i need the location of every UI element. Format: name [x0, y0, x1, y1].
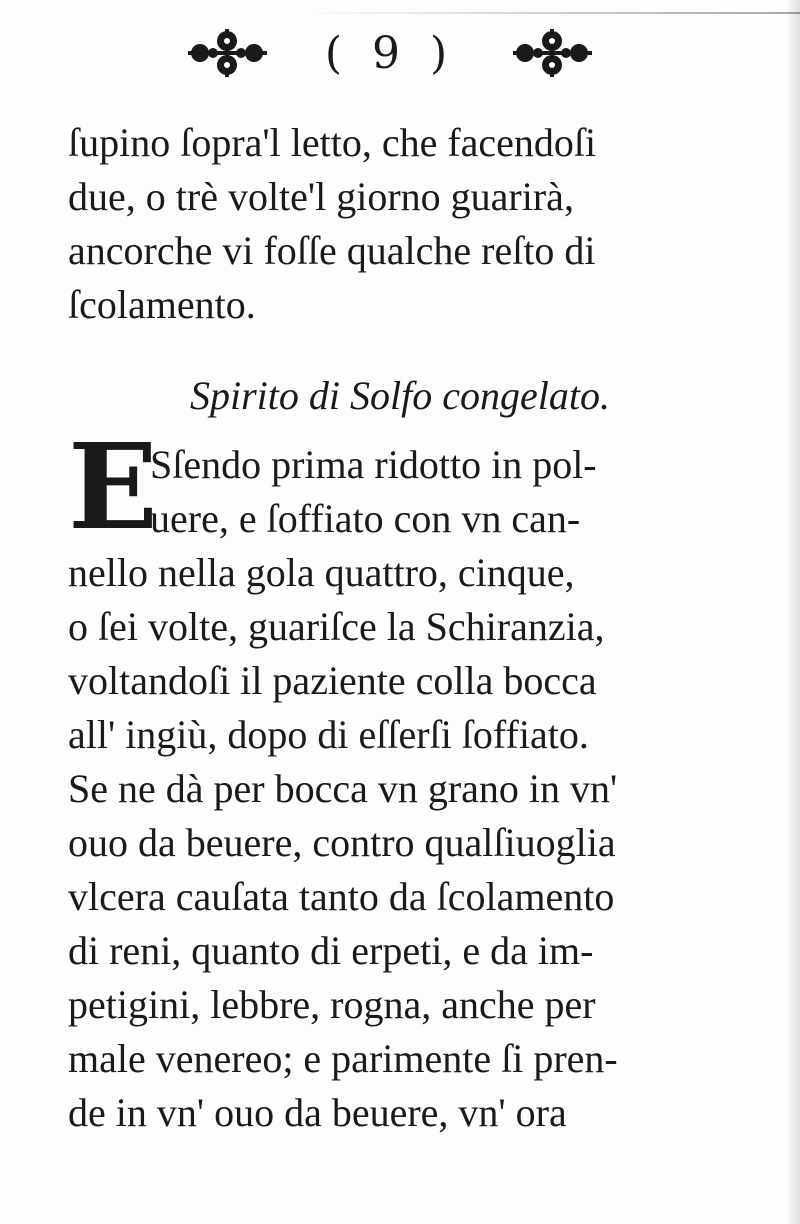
page-top-edge [300, 12, 800, 14]
left-fleuron-ornament-icon [180, 23, 275, 83]
top-paragraph [68, 116, 728, 332]
text-line: o ſei volte, guariſce la Schiranzia, [68, 604, 605, 649]
text-line: all' ingiù, dopo di eſſerſi ſoffiato. [68, 712, 589, 757]
text-line: uere, e ſoffiato con vn can- [150, 496, 581, 541]
text-line: voltandoſi il paziente colla bocca [68, 658, 597, 703]
text-line: di reni, quanto di erpeti, e da im- [68, 928, 594, 973]
page-number: ( 9 ) [324, 27, 456, 79]
page-edge-shadow [786, 0, 800, 1224]
text-line: ſupino ſopra'l letto, che facendoſi [68, 120, 597, 165]
text-line: vlcera cauſata tanto da ſcolamento [68, 874, 615, 919]
right-fleuron-ornament-icon [505, 23, 600, 83]
paragraph-beside-drop-cap [150, 438, 740, 546]
section-paragraph [68, 546, 728, 1140]
text-line: ouo da beuere, contro qualſiuoglia [68, 820, 616, 865]
text-line: ſcolamento. [68, 282, 256, 327]
text-line: petigini, lebbre, rogna, anche per [68, 982, 596, 1027]
text-line: de in vn' ouo da beuere, vn' ora [68, 1090, 567, 1135]
text-line: due, o trè volte'l giorno guarirà, [68, 174, 574, 219]
text-line: male venereo; e parimente ſi pren- [68, 1036, 618, 1081]
drop-cap: E [68, 417, 158, 556]
text-line: Se ne dà per bocca vn grano in vn' [68, 766, 618, 811]
section-heading: Spirito di Solfo congelato. [190, 373, 610, 418]
text-line: nello nella gola quattro, cinque, [68, 550, 575, 595]
text-line: ancorche vi foſſe qualche reſto di [68, 228, 596, 273]
page-header [180, 18, 600, 88]
text-line: Sſendo prima ridotto in pol- [150, 442, 597, 487]
